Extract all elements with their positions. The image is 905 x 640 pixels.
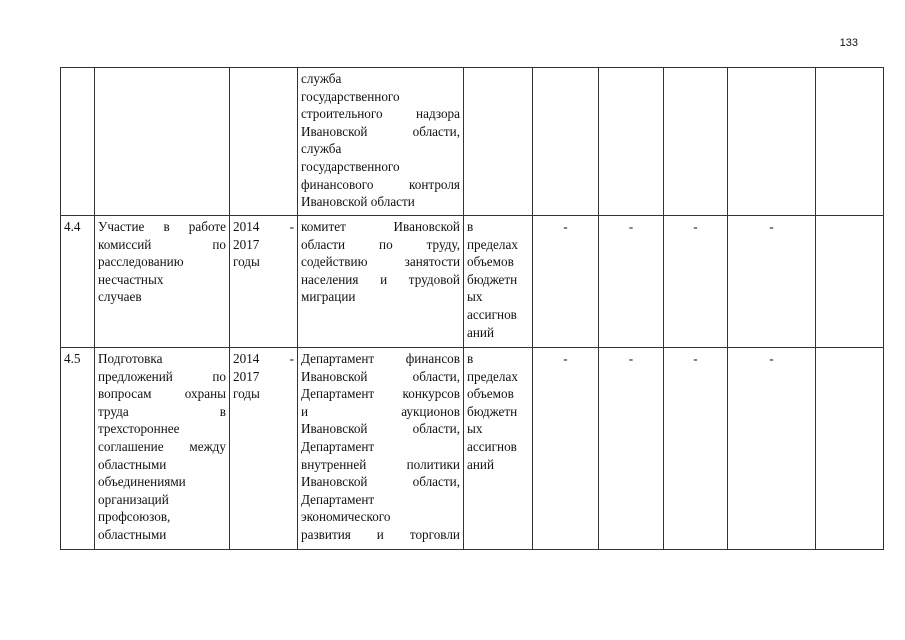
cell-value-2: - (599, 216, 664, 348)
cell-text-line: бюджетн (467, 271, 518, 287)
cell-text-line: ассигнов (467, 438, 517, 454)
cell-text-line: Ивановской области (301, 194, 415, 210)
cell-text-line: Ивановской области, (301, 123, 460, 139)
cell-value-1 (533, 68, 599, 216)
cell-text-line: объемов (467, 386, 514, 402)
cell-text-line: аний (467, 456, 495, 472)
cell-text-line: бюджетн (467, 403, 518, 419)
table-row (61, 68, 884, 216)
cell-funding (464, 348, 533, 550)
cell-text-line: труда в (98, 403, 226, 419)
cell-text-line: аний (467, 324, 495, 340)
cell-text-line: областными (98, 526, 167, 542)
cell-text-line: области по труду, (301, 236, 460, 252)
cell-name (95, 68, 230, 216)
cell-text-line: предложений по (98, 368, 226, 384)
cell-period (230, 216, 298, 348)
cell-number (61, 68, 95, 216)
measures-table (60, 67, 884, 550)
cell-text-line: в (467, 219, 474, 234)
cell-text-line: Департамент (301, 491, 375, 507)
cell-text-line: ых (467, 289, 483, 305)
cell-text-line: государственного (301, 88, 400, 104)
cell-number: 4.4 (61, 216, 95, 348)
cell-value-4: - (728, 348, 816, 550)
cell-name (95, 348, 230, 550)
cell-text-line: соглашение между (98, 438, 226, 454)
cell-text-line: Участие в работе (98, 219, 226, 234)
cell-text-line: в (467, 351, 474, 366)
cell-text-line: населения и трудовой (301, 271, 460, 287)
cell-text-line: государственного (301, 158, 400, 174)
cell-text-line: экономического (301, 509, 391, 525)
cell-text-line: развития и торговли (301, 526, 460, 542)
cell-extra (816, 68, 884, 216)
cell-value-1: - (533, 348, 599, 550)
cell-text-line: Департамент финансов (301, 351, 460, 366)
cell-period (230, 348, 298, 550)
cell-text-line: объединениями (98, 474, 186, 490)
cell-text-line: годы (233, 254, 260, 270)
cell-text-line: Подготовка (98, 351, 163, 366)
cell-text-line: комиссий по (98, 236, 226, 252)
cell-value-1: - (533, 216, 599, 348)
cell-text-line: организаций (98, 491, 169, 507)
cell-text-line: строительного надзора (301, 106, 460, 122)
cell-extra (816, 216, 884, 348)
cell-text-line: годы (233, 386, 260, 402)
cell-number: 4.5 (61, 348, 95, 550)
cell-text-line: трехстороннее (98, 421, 180, 437)
cell-text-line: 2017 (233, 236, 260, 252)
cell-text-line: содействию занятости (301, 254, 460, 270)
cell-text-line: областными (98, 456, 167, 472)
cell-text-line: случаев (98, 289, 142, 305)
cell-text-line: служба (301, 71, 342, 86)
cell-value-4: - (728, 216, 816, 348)
cell-text-line: и аукционов (301, 403, 460, 419)
cell-value-3: - (664, 216, 728, 348)
cell-text-line: Ивановской области, (301, 474, 460, 490)
cell-value-3: - (664, 348, 728, 550)
cell-text-line: комитет Ивановской (301, 219, 460, 234)
cell-executor (298, 216, 464, 348)
table-body (61, 68, 884, 550)
cell-text-line: расследованию (98, 254, 184, 270)
page-number: 133 (839, 37, 858, 49)
cell-text-line: Ивановской области, (301, 421, 460, 437)
cell-text-line: финансового контроля (301, 176, 460, 192)
cell-text-line: 2017 (233, 368, 260, 384)
cell-funding (464, 216, 533, 348)
cell-text-line: внутренней политики (301, 456, 460, 472)
cell-value-3 (664, 68, 728, 216)
cell-text-line: 2014 - (233, 351, 294, 366)
table-row (61, 348, 884, 550)
cell-text-line: пределах (467, 236, 518, 252)
cell-text-line: ассигнов (467, 306, 517, 322)
table-row (61, 216, 884, 348)
cell-text-line: Департамент конкурсов (301, 386, 460, 402)
cell-extra (816, 348, 884, 550)
cell-text-line: 2014 - (233, 219, 294, 234)
cell-value-2 (599, 68, 664, 216)
cell-text-line: миграции (301, 289, 356, 305)
cell-text-line: служба (301, 141, 342, 157)
cell-text-line: объемов (467, 254, 514, 270)
cell-text-line: ых (467, 421, 483, 437)
cell-value-4 (728, 68, 816, 216)
cell-text-line: профсоюзов, (98, 509, 171, 525)
cell-executor (298, 68, 464, 216)
cell-text-line: пределах (467, 368, 518, 384)
cell-executor (298, 348, 464, 550)
cell-text-line: Департамент (301, 438, 375, 454)
cell-text-line: вопросам охраны (98, 386, 226, 402)
cell-period (230, 68, 298, 216)
cell-value-2: - (599, 348, 664, 550)
cell-funding (464, 68, 533, 216)
cell-name (95, 216, 230, 348)
cell-text-line: несчастных (98, 271, 164, 287)
cell-text-line: Ивановской области, (301, 368, 460, 384)
